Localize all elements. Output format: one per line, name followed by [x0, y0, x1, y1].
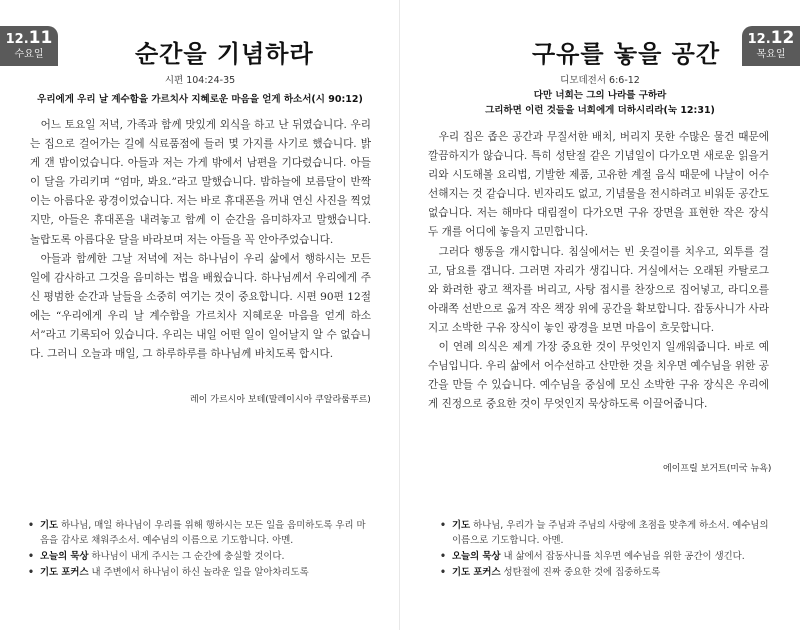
date-tab	[742, 26, 800, 66]
prayer-section	[28, 518, 368, 581]
author-credit: 레이 가르시아 보테(말레이시아 쿠알라룸푸르)	[190, 395, 371, 405]
focus-text: 성탄절에 진짜 중요한 것에 집중하도록	[503, 567, 661, 578]
verse-line: 다만 너희는 그의 나라를 구하라	[533, 90, 667, 101]
weekday-label: 목요일	[756, 49, 786, 60]
focus-row	[440, 565, 780, 580]
prayer-section	[440, 518, 780, 581]
scripture-reference: 시편 104:24-35	[164, 75, 236, 86]
verse-line: 우리에게 우리 날 계수함을 가르치사 지혜로운 마음을 얻게 하소서(시 90:12)	[37, 94, 363, 105]
bullet-icon: •	[440, 551, 446, 562]
paragraph: 어느 토요일 저녁, 가족과 함께 맛있게 외식을 하고 난 뒤였습니다. 우리는 집으로 걸어가는 길에 식료품점에 들러 몇 가지를 사기로 했습니다. 밝게 갠 밤이었습니다. 아들과 저는 가게 밖에서 남편을 기다렸습니다. 아들이 달을 가리키며 “엄마, 봐요.”라고 말했습니다. 밤하늘에 보름달이 반짝이는 아름다운 광경이었습니다. 저는 바로 휴대폰을 꺼내 연신 사진을 찍었지만, 아들은 휴대폰을 내려놓고 함께 이 순간을 음미하자고 말했습니다. 놀랍도록 아름다운 달을 바라보며 저는 아들을 꼭 안아주었습니다.	[30, 119, 371, 246]
focus-label: 기도 포커스	[452, 567, 501, 578]
date-tab	[0, 26, 58, 66]
date-label: 12.11	[5, 28, 53, 48]
paragraph: 아들과 함께한 그날 저녁에 저는 하나님이 우리 삶에서 행하시는 모든 일에 감사하고 그것을 음미하는 법을 배웠습니다. 하나님께서 우리에게 주신 평범한 순간과 날들을 소중히 여기는 것이 중요합니다. 시편 90편 12절에는 “우리에게 우리 날 계수함을 가르치사 지혜로운 마음을 얻게 하소서”라고 기록되어 있습니다. 우리는 내일 어떤 일이 일어날지 알 수 없습니다. 그러니 오늘과 매일, 그 하루하루를 하나님께 바치도록 합시다.	[30, 252, 371, 361]
prayer-label: 기도	[40, 520, 59, 531]
bullet-icon: •	[28, 551, 34, 562]
focus-row	[28, 565, 368, 580]
bullet-icon: •	[28, 567, 34, 578]
meditation-text: 하나님이 내게 주시는 그 순간에 충실할 것이다.	[91, 551, 285, 562]
page-title: 순간을 기념하라	[135, 40, 314, 68]
scripture-reference: 디모데전서 6:6-12	[560, 75, 640, 86]
paragraph: 이 연례 의식은 제게 가장 중요한 것이 무엇인지 일깨워줍니다. 바로 예수님입니다. 우리 삶에서 어수선하고 산만한 것을 치우면 예수님을 위한 공간을 만들 수 있습니다. 예수님을 중심에 모신 소박한 구유 장식은 우리에게 진정으로 중요한 것이 무엇인지 묵상하도록 이끌어줍니다.	[428, 341, 769, 411]
date-label: 12.12	[747, 28, 795, 48]
bullet-icon: •	[440, 520, 446, 531]
key-verse	[0, 92, 400, 107]
prayer-row	[28, 518, 368, 548]
prayer-text: 하나님, 우리가 늘 주님과 주님의 사랑에 초점을 맞추게 하소서. 예수님의 이름으로 기도합니다. 아멘.	[452, 520, 769, 546]
prayer-label: 기도	[452, 520, 471, 531]
paragraph: 그러다 행동을 개시합니다. 침실에서는 빈 옷걸이를 치우고, 외투를 걸고, 담요를 갭니다. 그러면 자리가 생깁니다. 거실에서는 오래된 카탈로그와 화려한 광고 책자를 버리고, 사탕 접시를 찬장으로 집어넣고, 라디오를 아래쪽 선반으로 옮겨 작은 책장 위에 공간을 확보합니다. 잡동사니가 사라지고 소박한 구유 장식이 놓인 광경을 보면 마음이 흐뭇합니다.	[428, 245, 769, 334]
paragraph: 우리 집은 좁은 공간과 무질서한 배치, 버리지 못한 수많은 물건 때문에 깔끔하지가 않습니다. 특히 성탄절 같은 기념일이 다가오면 새로운 읽을거리와 시도해볼 요리법, 기발한 제품, 고유한 계절 음식 때문에 나날이 어수선해지는 것 같습니다. 빈자리도 없고, 기념물을 전시하려고 비워둔 공간도 없습니다. 저는 해마다 대림절이 다가오면 구유 장면을 표현한 작은 장식 두 개를 어디에 놓을지 고민합니다.	[428, 131, 769, 239]
bullet-icon: •	[440, 567, 446, 578]
meditation-label: 오늘의 묵상	[40, 551, 89, 562]
focus-label: 기도 포커스	[40, 567, 89, 578]
meditation-label: 오늘의 묵상	[452, 551, 501, 562]
key-verse	[400, 88, 800, 118]
verse-line: 그리하면 이런 것들을 너희에게 더하시리라(눅 12:31)	[485, 105, 715, 116]
prayer-text: 하나님, 매일 하나님이 우리를 위해 행하시는 모든 일을 음미하도록 우리 마음을 감사로 채워주소서. 예수님의 이름으로 기도합니다. 아멘.	[40, 520, 366, 546]
devotional-body	[30, 116, 371, 364]
weekday-label: 수요일	[14, 49, 44, 60]
prayer-row	[440, 518, 780, 548]
meditation-text: 내 삶에서 잡동사니를 치우면 예수님을 위한 공간이 생긴다.	[503, 551, 745, 562]
meditation-row	[28, 549, 368, 564]
page-title: 구유를 놓을 공간	[532, 40, 720, 68]
devotional-body-right	[428, 128, 769, 414]
bullet-icon: •	[28, 520, 34, 531]
focus-text: 내 주변에서 하나님이 하신 놀라운 일을 알아차리도록	[91, 567, 309, 578]
author-credit: 에이프릴 보거트(미국 뉴욕)	[663, 464, 772, 474]
meditation-row	[440, 549, 780, 564]
